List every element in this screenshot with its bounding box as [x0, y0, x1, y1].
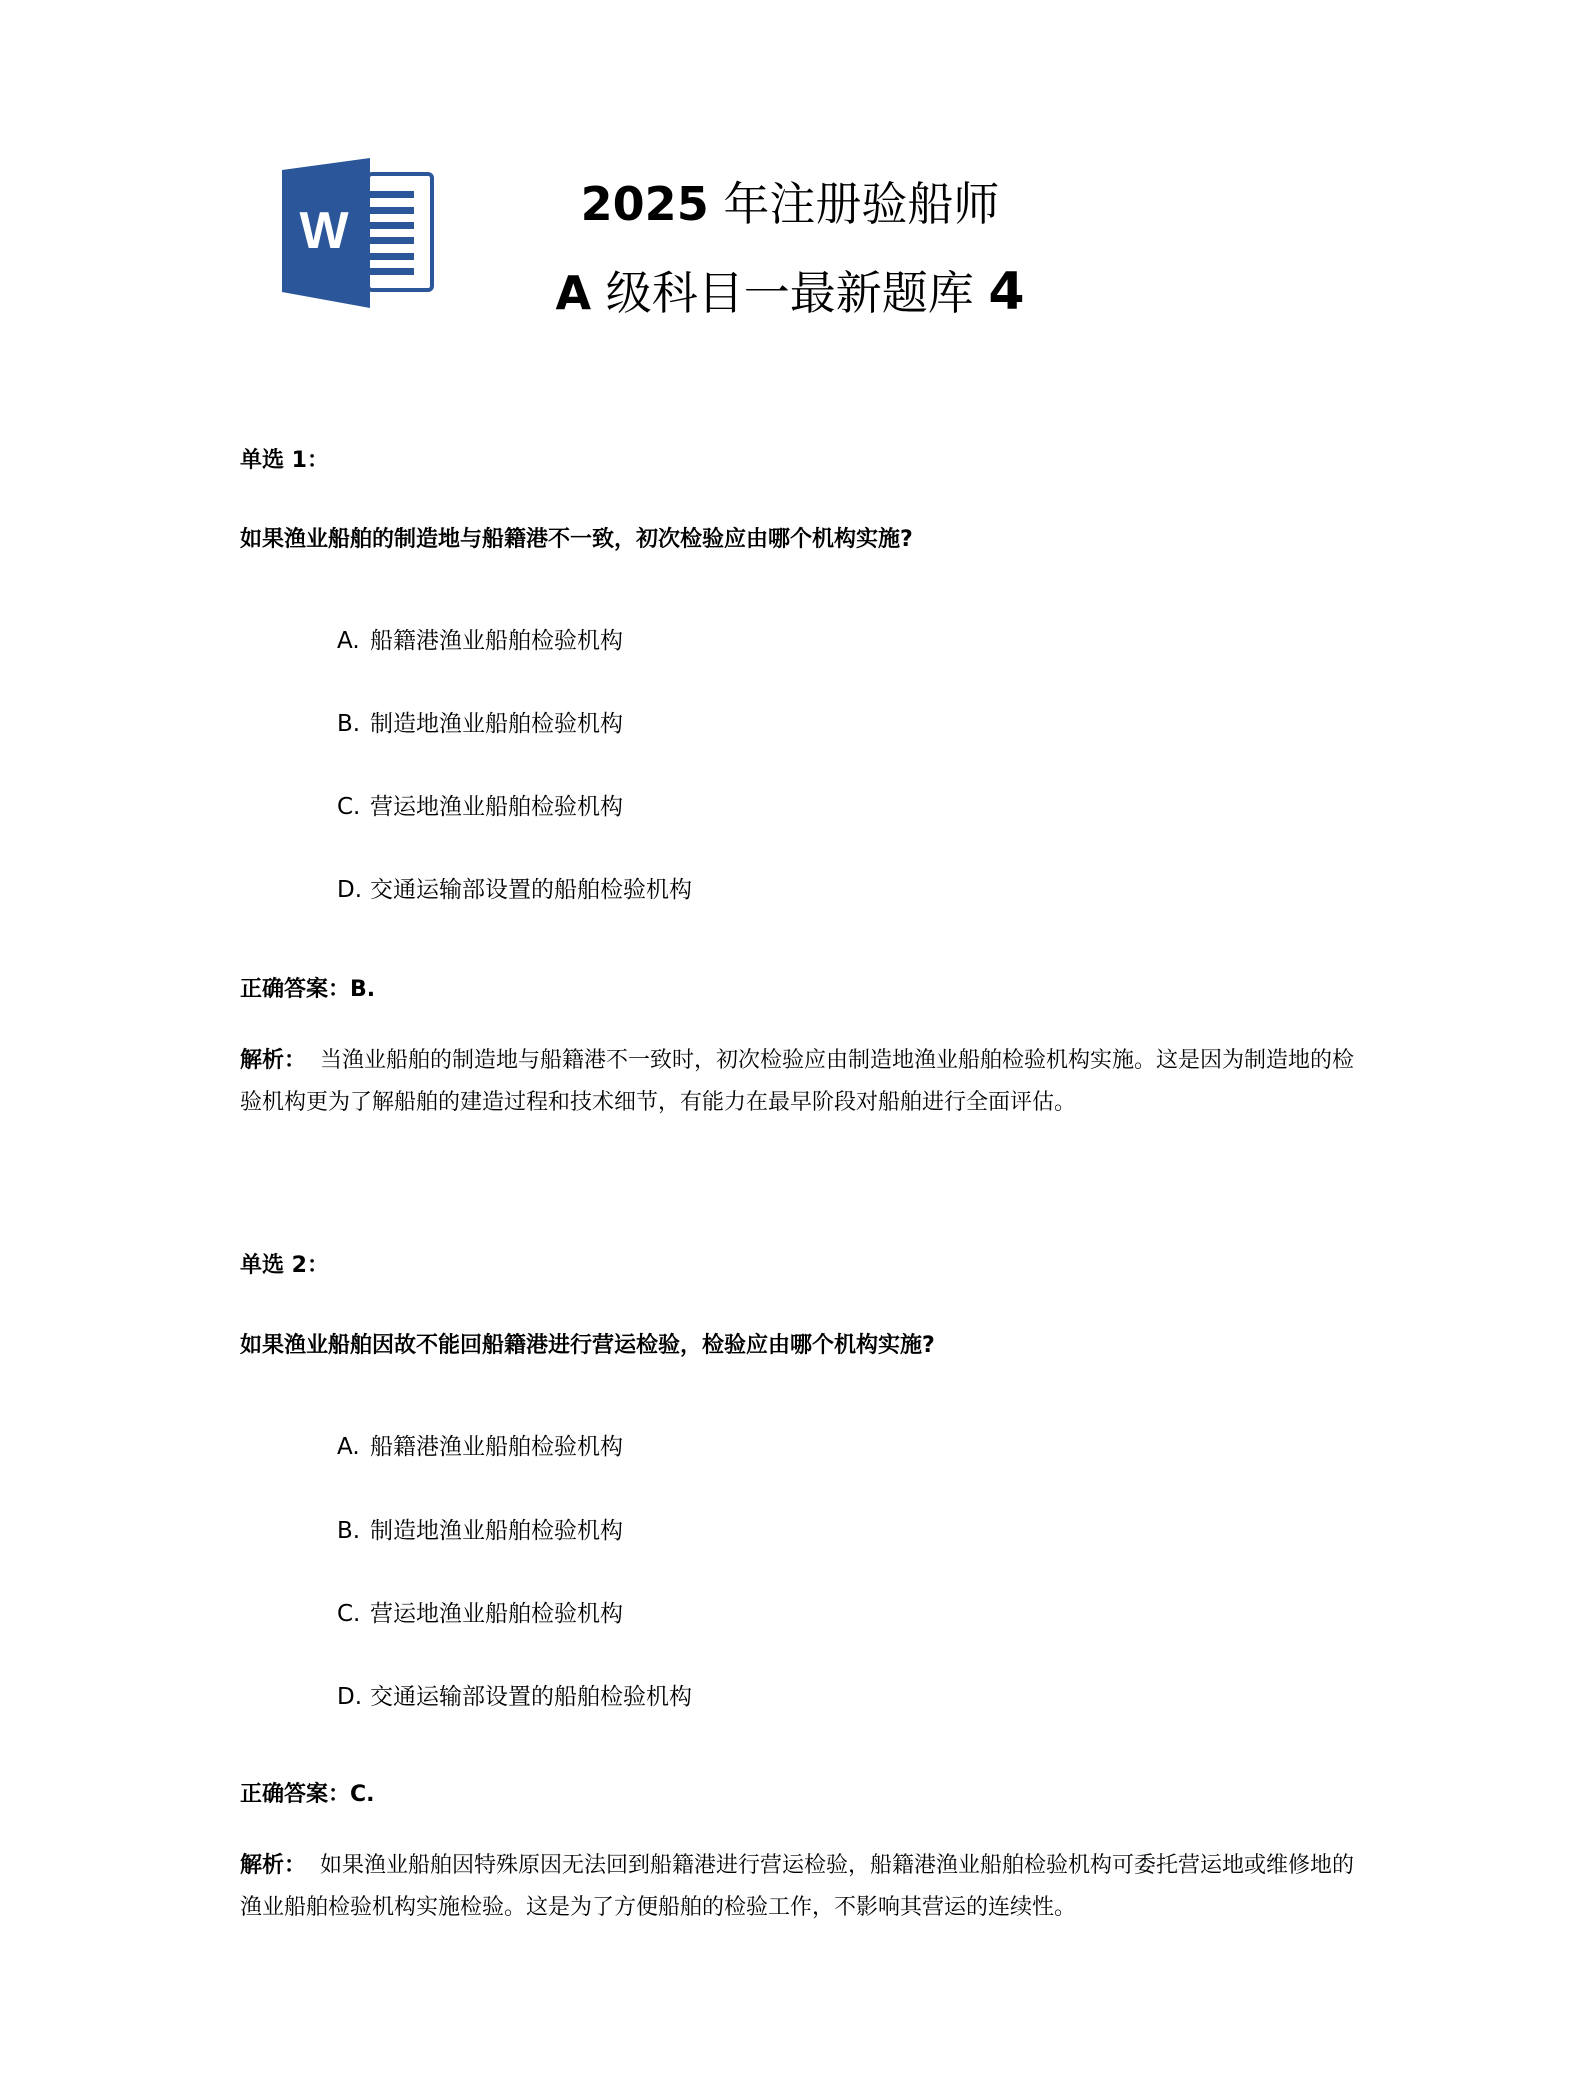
question-1-option-d: D. 交通运输部设置的船舶检验机构: [337, 877, 692, 903]
explanation-label: 解析：: [240, 1853, 307, 1878]
question-1-option-a: A. 船籍港渔业船舶检验机构: [337, 628, 623, 654]
title-grade: A: [555, 266, 592, 320]
explanation-label: 解析：: [240, 1048, 307, 1073]
question-2-text: 如果渔业船舶因故不能回船籍港进行营运检验，检验应由哪个机构实施?: [240, 1333, 935, 1358]
question-1-option-b: B. 制造地渔业船舶检验机构: [337, 711, 623, 737]
explanation-text: 当渔业船舶的制造地与船籍港不一致时，初次检验应由制造地渔业船舶检验机构实施。这是因为制造地的检验机构更为了解船舶的建造过程和技术细节，有能力在最早阶段对船舶进行全面评估。: [240, 1048, 1355, 1115]
question-2-explanation: [240, 1845, 1355, 1929]
question-2-answer: 正确答案：C.: [240, 1782, 375, 1807]
question-1-text: 如果渔业船舶的制造地与船籍港不一致，初次检验应由哪个机构实施?: [240, 527, 913, 552]
title-text-1: 年注册验船师: [708, 177, 1000, 231]
question-1-explanation: [240, 1040, 1355, 1124]
question-2-label: 单选 2：: [240, 1253, 329, 1278]
question-1-option-c: C. 营运地渔业船舶检验机构: [337, 794, 623, 820]
question-2-option-a: A. 船籍港渔业船舶检验机构: [337, 1434, 623, 1460]
explanation-text: 如果渔业船舶因特殊原因无法回到船籍港进行营运检验，船籍港渔业船舶检验机构可委托营运地或维修地的渔业船舶检验机构实施检验。这是为了方便船舶的检验工作，不影响其营运的连续性。: [240, 1853, 1355, 1920]
question-2-option-c: C. 营运地渔业船舶检验机构: [337, 1601, 623, 1627]
question-1-label: 单选 1：: [240, 448, 329, 473]
document-title-line-2: [480, 264, 1100, 321]
title-text-2: 级科目一最新题库: [591, 266, 989, 320]
question-2-option-b: B. 制造地渔业船舶检验机构: [337, 1518, 623, 1544]
document-title-line-1: [480, 176, 1100, 232]
title-number: 4: [988, 262, 1025, 322]
question-1-answer: 正确答案：B.: [240, 977, 376, 1002]
word-document-icon: [280, 158, 436, 308]
svg-text:W: W: [299, 202, 349, 260]
question-2-option-d: D. 交通运输部设置的船舶检验机构: [337, 1684, 692, 1710]
title-year: 2025: [580, 177, 709, 231]
